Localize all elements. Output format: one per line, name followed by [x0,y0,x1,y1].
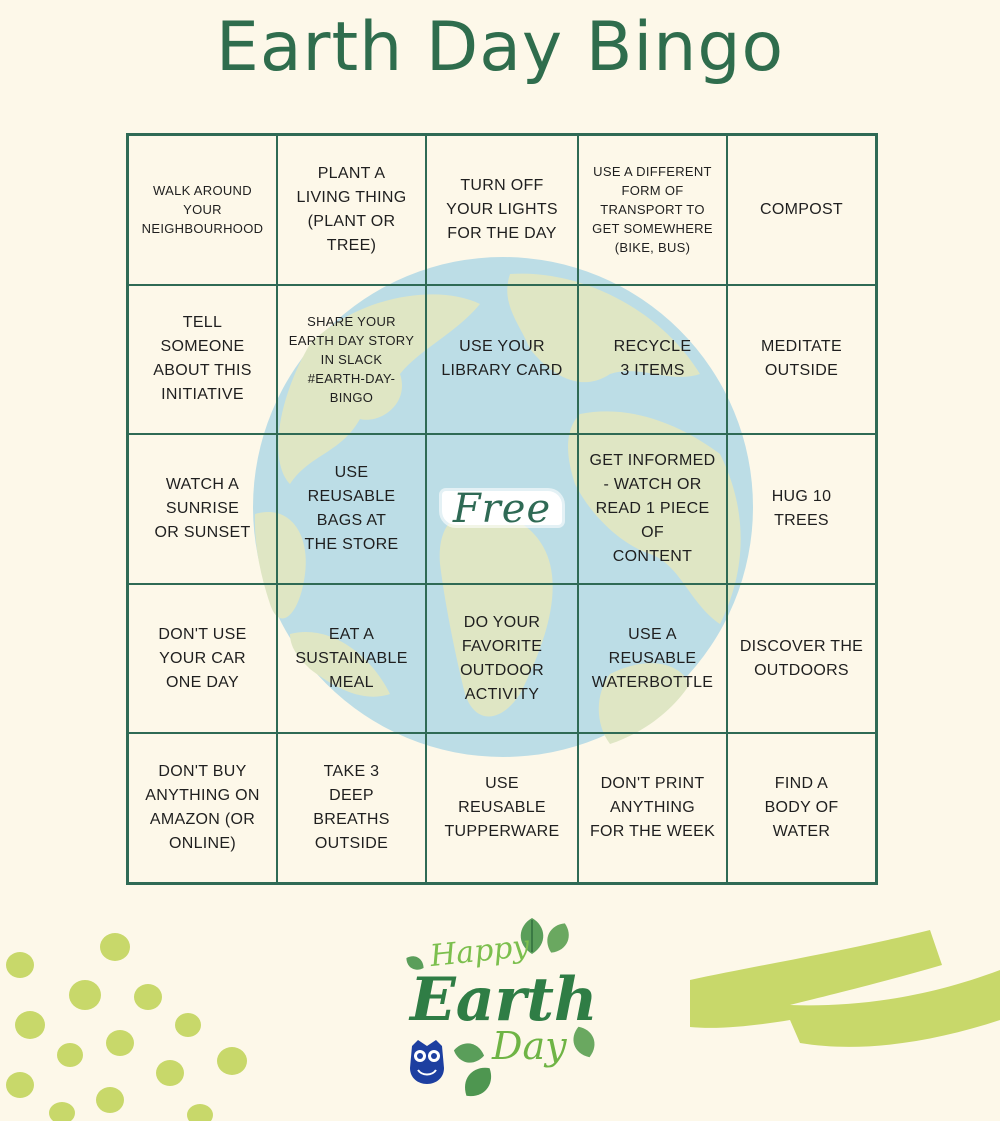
bingo-cell [727,135,876,285]
logo-day-text: Day [492,1024,567,1068]
bingo-board [126,133,878,885]
bingo-cell-line: MEAL [329,673,374,691]
bingo-cell-line: INITIATIVE [161,386,244,404]
bingo-cell-line: FOR THE DAY [447,224,557,242]
bingo-cell-text [760,198,843,222]
bingo-cell-text [740,635,863,683]
bingo-cell-line: TREE) [326,236,377,254]
bingo-cell-line: LIBRARY CARD [441,362,563,380]
owl-icon [408,1038,446,1084]
bingo-cell-line: SUSTAINABLE [295,649,408,667]
bingo-cell-line: USE A DIFFERENT [593,164,712,180]
bingo-cell-text [313,760,389,856]
bingo-cell-line: WALK AROUND [153,183,252,199]
bingo-cell-line: BODY OF [764,799,839,817]
bingo-cell-line: FORM OF [621,183,684,199]
bingo-cell-line: DON'T BUY [158,763,247,781]
bingo-cell [128,584,277,734]
bingo-cell-line: WATER [772,823,831,841]
bingo-cell [727,434,876,584]
bingo-cell-line: FAVORITE [461,637,543,655]
bingo-cell-line: (PLANT OR [307,212,396,230]
bingo-cell-line: - WATCH OR [603,475,702,493]
bingo-cell-line: USE [334,463,369,481]
bingo-cell-line: DON'T PRINT [600,775,705,793]
page-title: Earth Day Bingo [215,8,785,87]
bingo-cell-text [761,335,842,383]
bingo-cell-text [592,623,714,695]
bingo-cell-line: REUSABLE [458,799,546,817]
bingo-cell [578,733,727,883]
bingo-cell-text [153,311,251,407]
bingo-cell [128,135,277,285]
bingo-cell-line: WATCH A [165,475,240,493]
bingo-cell-line: CONTENT [612,547,693,565]
bingo-cell [128,285,277,435]
bingo-cell-line: DISCOVER THE [739,637,864,655]
bingo-cell-line: DO YOUR [463,613,541,631]
green-brush-stroke-decoration [680,925,1000,1055]
bingo-cell-text [305,461,399,557]
bingo-cell-text [289,312,414,407]
bingo-cell-line: EAT A [328,625,375,643]
bingo-cell-line: SUNRISE [165,499,240,517]
free-text: Free [452,485,552,532]
bingo-cell-line: COMPOST [760,200,843,218]
bingo-cell-line: TELL [182,314,223,332]
bingo-cell-line: USE A [628,625,677,643]
bingo-cell-line: READ 1 PIECE OF [595,499,710,541]
bingo-cell-text [295,623,407,695]
free-space-label [437,479,567,539]
bingo-cell-text [142,181,264,238]
bingo-cell-line: OUTDOOR [460,661,544,679]
bingo-cell-line: DON'T USE [158,625,247,643]
bingo-cell-line: TRANSPORT TO [600,202,705,218]
bingo-cell-line: OUTDOORS [754,661,849,679]
bingo-cell [277,584,426,734]
bingo-cell-line: YOUR CAR [159,649,246,667]
bingo-cell-line: OUTSIDE [764,362,839,380]
bingo-cell-text [446,174,558,246]
bingo-cell-line: YOUR LIGHTS [446,200,558,218]
bingo-cell-line: FIND A [774,775,829,793]
bingo-cell [578,285,727,435]
bingo-cell-line: (BIKE, BUS) [614,240,691,256]
bingo-cell-text [145,760,259,856]
bingo-cell-line: OUTSIDE [314,835,389,853]
bingo-cell-line: TREES [774,511,829,529]
bingo-cell-text [592,162,713,257]
bingo-cell-text [441,335,562,383]
bingo-cell-line: REUSABLE [608,649,697,667]
bingo-cell-line: RECYCLE [613,338,692,356]
bingo-cell [727,584,876,734]
bingo-cell [727,733,876,883]
bingo-cell-line: THE STORE [304,535,399,553]
bingo-cell-free [426,434,578,584]
bingo-cell-text [158,623,246,695]
bingo-cell-line: ANYTHING ON [145,787,260,805]
bingo-cell-line: DEEP [329,787,374,805]
bingo-cell [578,584,727,734]
bingo-cell-line: SHARE YOUR [307,313,396,329]
bingo-cell-text [590,772,715,844]
logo-happy-text: Happy [428,928,531,975]
bingo-cell [277,434,426,584]
bingo-cell-line: OR SUNSET [154,523,251,541]
bingo-cell-line: YOUR [183,202,222,218]
bingo-cell-line: TAKE 3 [323,763,380,781]
bingo-cell [128,434,277,584]
bingo-cell-line: #EARTH-DAY- [307,370,396,386]
bingo-cell-line: IN SLACK [320,351,383,367]
bingo-cell-text [444,772,559,844]
bingo-cell-text [772,485,832,533]
leaf-icon [458,1062,498,1102]
bingo-cell [426,135,578,285]
bingo-cell-line: TUPPERWARE [444,823,560,841]
bingo-cell [426,733,578,883]
bingo-cell-line: SOMEONE [160,338,245,356]
bingo-cell [277,135,426,285]
happy-earth-day-logo [400,912,610,1112]
bingo-cell-line: ABOUT THIS [153,362,252,380]
bingo-cell [578,135,727,285]
bingo-cell-line: ANYTHING [609,799,696,817]
bingo-cell-line: BAGS AT [316,511,387,529]
bingo-cell-text [765,772,839,844]
bingo-cell-line: GET INFORMED [589,451,716,469]
leaf-icon [540,918,576,958]
bingo-cell [277,733,426,883]
bingo-cell-line: AMAZON (OR [149,811,256,829]
logo-earth-text: Earth [410,965,598,1035]
bingo-cell-line: GET SOMEWHERE [592,221,713,237]
bingo-cell-line: REUSABLE [307,487,396,505]
bingo-cell-line: ACTIVITY [464,685,540,703]
bingo-cell [727,285,876,435]
bingo-cell-line: NEIGHBOURHOOD [141,221,264,237]
bingo-cell-text [460,611,544,707]
bingo-cell-line: MEDITATE [761,338,842,356]
bingo-cell-text [614,335,692,383]
bingo-cell-line: TURN OFF [460,176,544,194]
bingo-cell-line: BREATHS [313,811,390,829]
bingo-cell-line: ONLINE) [168,835,236,853]
bingo-cell [426,584,578,734]
bingo-cell-text [297,162,407,258]
bingo-cell-line: EARTH DAY STORY [288,332,415,348]
bingo-cell-line: WATERBOTTLE [591,673,714,691]
bingo-cell-line: HUG 10 [771,487,832,505]
bingo-cell-line: USE [485,775,519,793]
bingo-cell-line: USE YOUR [459,338,545,356]
bingo-cell [128,733,277,883]
bingo-cell [426,285,578,435]
bingo-cell-text [154,473,250,545]
bingo-cell [277,285,426,435]
bingo-cell-text [589,449,716,569]
green-dots-decoration [0,925,260,1121]
bingo-cell-line: 3 ITEMS [620,362,685,380]
bingo-cell-line: BINGO [329,389,374,405]
bingo-cell-line: ONE DAY [166,673,239,691]
bingo-cell [578,434,727,584]
bingo-cell-line: FOR THE WEEK [589,823,716,841]
bingo-cell-line: LIVING THING [296,188,407,206]
bingo-cell-line: PLANT A [317,164,386,182]
